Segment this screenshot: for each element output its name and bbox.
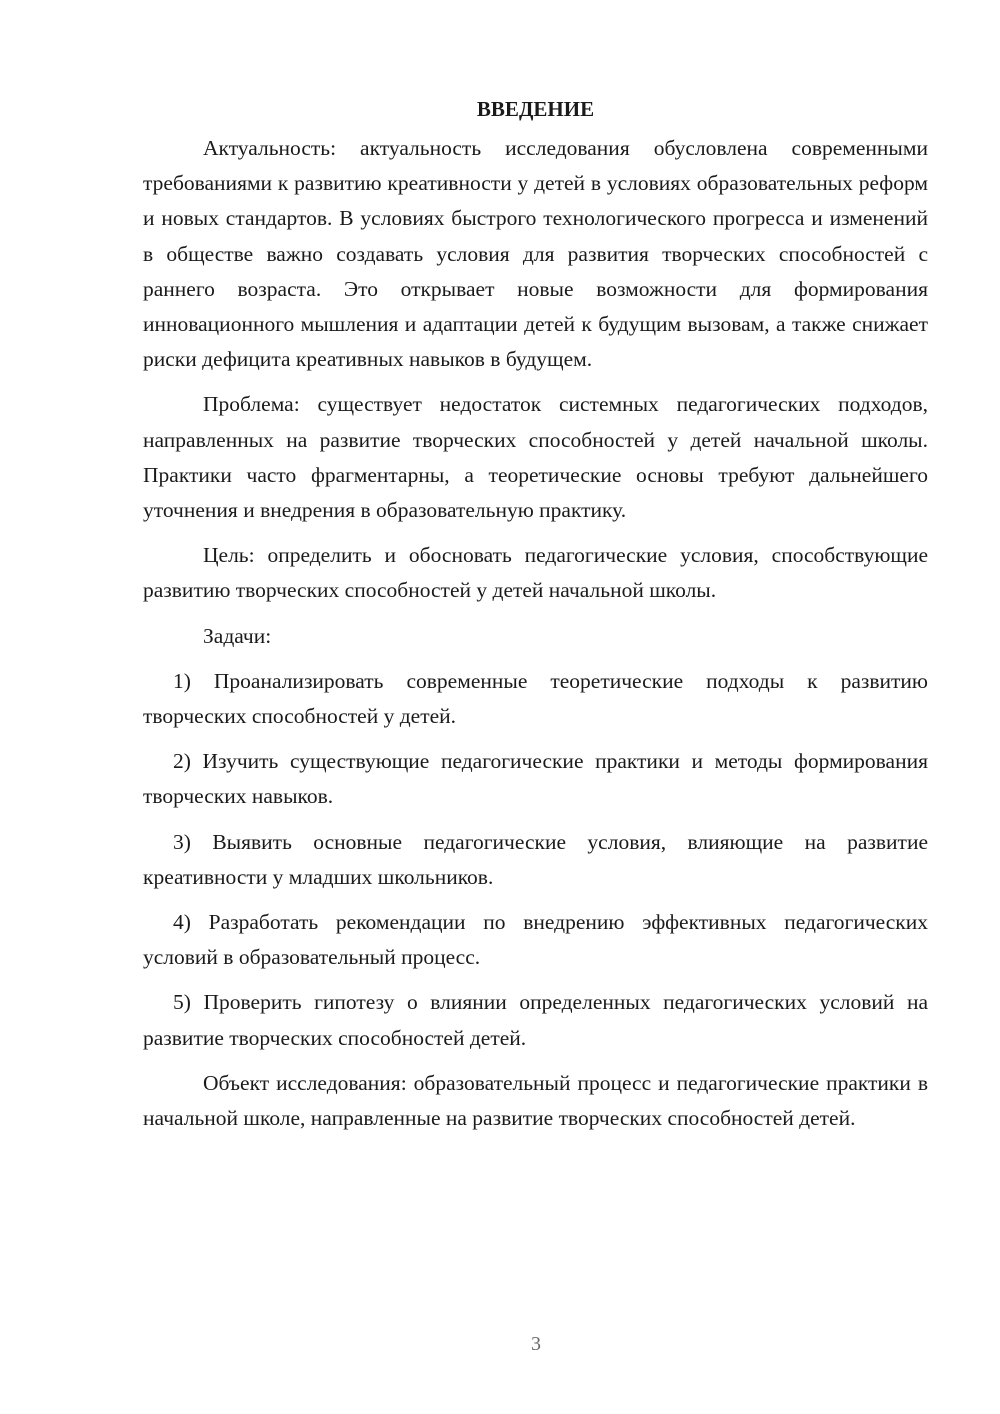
section-heading: ВВЕДЕНИЕ [476,97,595,121]
task-item-5: 5) Проверить гипотезу о влиянии определенных педагогических условий на развитие творческих способностей детей. [143,990,928,1050]
paragraph-object: Объект исследования: образовательный процесс и педагогические практики в начальной школе, направленные на развитие творческих способностей детей. [143,1070,928,1131]
task-item-1: 1) Проанализировать современные теоретические подходы к развитию творческих способностей у детей. [143,668,928,729]
task-item-3: 3) Выявить основные педагогические условия, влияющие на развитие креативности у младших школьников. [143,829,928,889]
page-number: 3 [531,1333,541,1355]
paragraph-problem: Проблема: существует недостаток системных педагогических подходов, направленных на развитие творческих способностей у детей начальной школы. Практики часто фрагментарны, а теоретические основы требуют дальнейшего уточнения и внедрения в образовательную практику. [143,392,928,523]
document-page [143,92,928,1136]
paragraph-goal: Цель: определить и обосновать педагогические условия, способствующие развитию творческих способностей у детей начальной школы. [143,543,928,603]
task-item-4: 4) Разработать рекомендации по внедрению эффективных педагогических условий в образовательный процесс. [143,910,928,970]
task-item-2: 2) Изучить существующие педагогические практики и методы формирования творческих навыков. [143,749,928,809]
tasks-label: Задачи: [203,623,272,648]
paragraph-actuality: Актуальность: актуальность исследования обусловлена современными требованиями к развитию креативности у детей в условиях образовательных реформ и новых стандартов. В условиях быстрого технологического прогресса и изменений в обществе важно создавать условия для развития творческих способностей с раннего возраста. Это открывает новые возможности для формирования инновационного мышления и адаптации детей к будущим вызовам, а также снижает риски дефицита креативных навыков в будущем. [143,136,928,372]
